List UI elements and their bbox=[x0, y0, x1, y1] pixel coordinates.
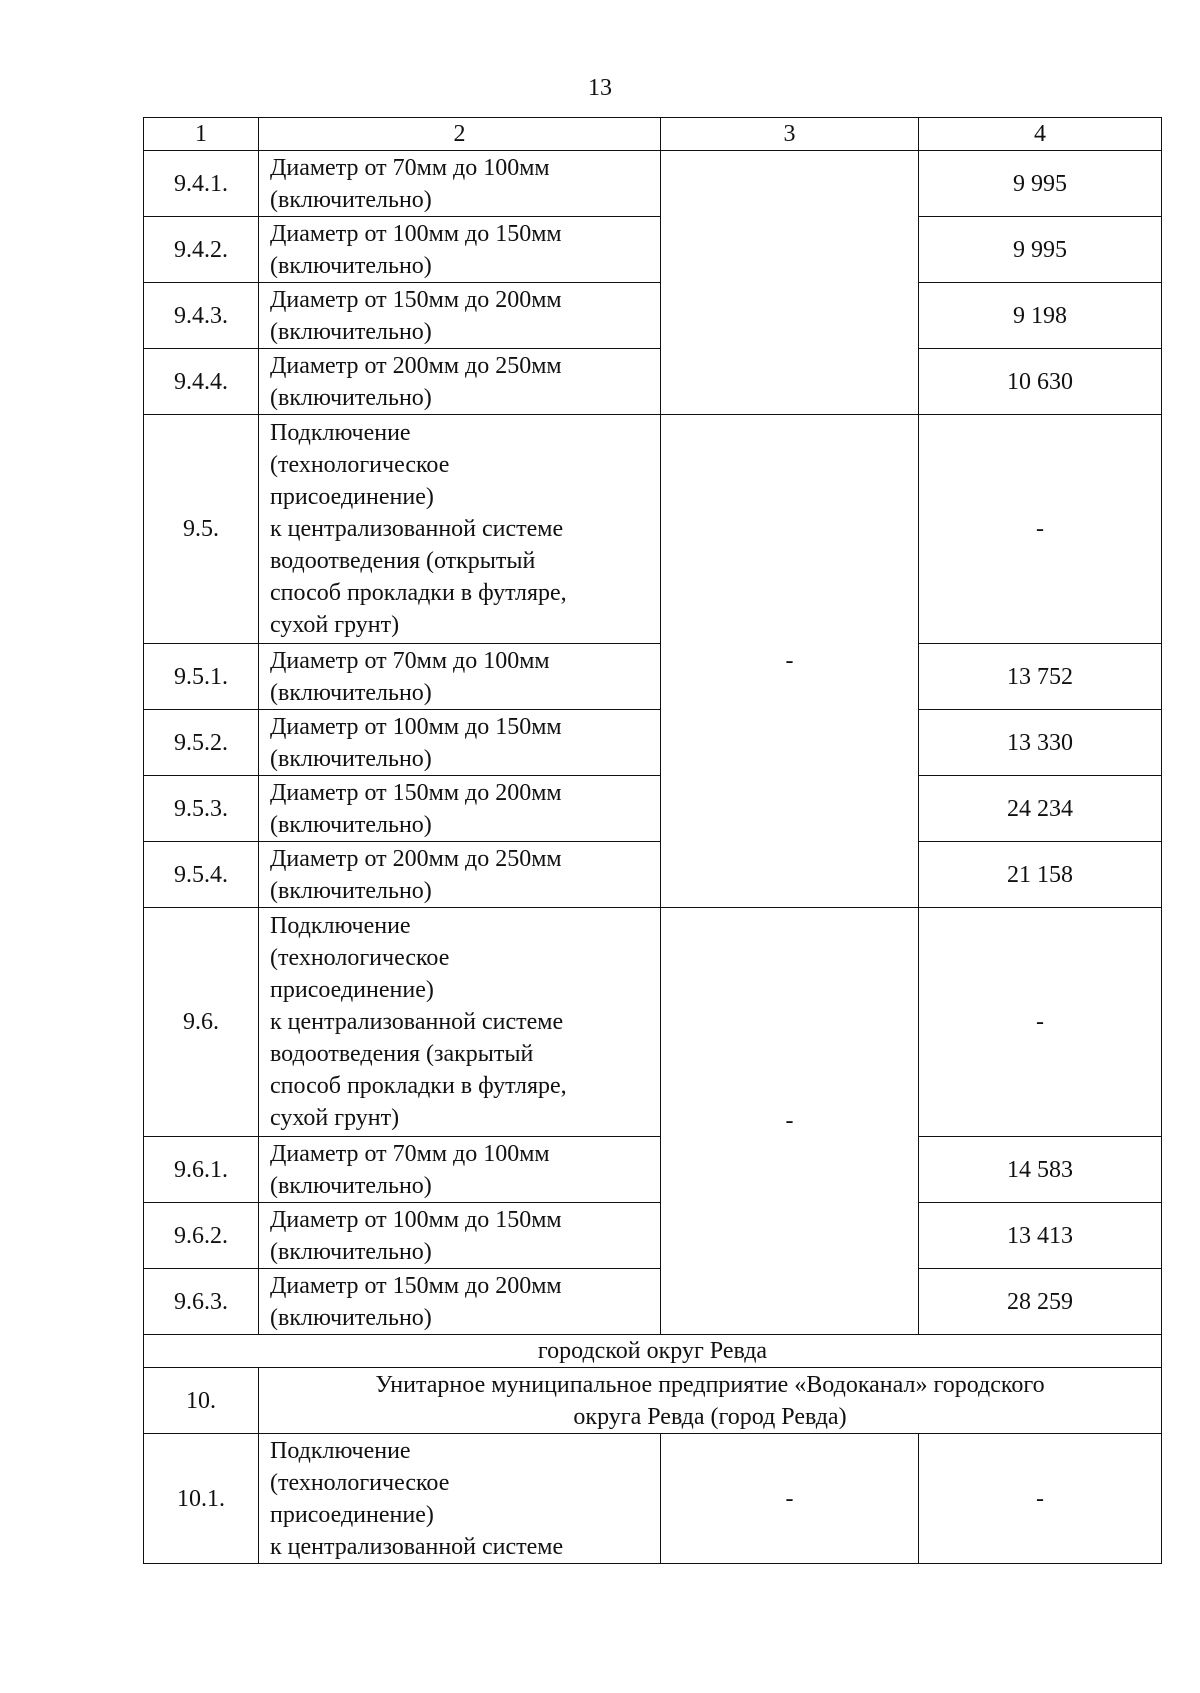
row-number: 9.5. bbox=[144, 415, 259, 644]
row-description bbox=[259, 349, 661, 415]
description-line: (технологическое bbox=[270, 452, 450, 478]
description-line: (включительно) bbox=[270, 1304, 432, 1331]
description-line: водоотведения (закрытый bbox=[270, 1041, 534, 1067]
description-line: (включительно) bbox=[270, 811, 432, 838]
table-row bbox=[144, 908, 1162, 1137]
table-row bbox=[144, 415, 1162, 644]
description-line: (технологическое bbox=[270, 945, 450, 971]
row-description bbox=[259, 1269, 661, 1335]
org-name-line: Унитарное муниципальное предприятие «Водоканал» городского bbox=[375, 1371, 1045, 1398]
table-row bbox=[144, 151, 1162, 217]
description-line: (технологическое bbox=[270, 1469, 450, 1496]
table-row bbox=[144, 1269, 1162, 1335]
description-line: к централизованной системе bbox=[270, 516, 564, 542]
description-line: присоединение) bbox=[270, 484, 434, 510]
description-line: Диаметр от 70мм до 100мм bbox=[270, 154, 550, 181]
tariff-table bbox=[143, 117, 1162, 1564]
description-line: Диаметр от 100мм до 150мм bbox=[270, 220, 562, 247]
description-line: Диаметр от 150мм до 200мм bbox=[270, 1272, 562, 1299]
row-value: 14 583 bbox=[919, 1137, 1162, 1203]
row-description bbox=[259, 842, 661, 908]
description-line: Подключение bbox=[270, 420, 411, 446]
row-value: 9 198 bbox=[919, 283, 1162, 349]
description-line: Диаметр от 150мм до 200мм bbox=[270, 286, 562, 313]
row-value: 10 630 bbox=[919, 349, 1162, 415]
row-value: 9 995 bbox=[919, 151, 1162, 217]
row-value: 13 330 bbox=[919, 710, 1162, 776]
row-description bbox=[259, 283, 661, 349]
row-description bbox=[259, 776, 661, 842]
row-number: 9.6.2. bbox=[144, 1203, 259, 1269]
table-row bbox=[144, 644, 1162, 710]
table-row bbox=[144, 217, 1162, 283]
col3-merged-cell bbox=[661, 151, 919, 415]
row-number: 9.6.1. bbox=[144, 1137, 259, 1203]
description-line: (включительно) bbox=[270, 745, 432, 772]
row-description bbox=[259, 710, 661, 776]
description-line: Подключение bbox=[270, 1437, 411, 1464]
description-line: (включительно) bbox=[270, 1172, 432, 1199]
table-row bbox=[144, 1137, 1162, 1203]
row-description bbox=[259, 1137, 661, 1203]
page-number: 13 bbox=[588, 75, 612, 101]
row-value: - bbox=[919, 415, 1162, 644]
row-number: 10.1. bbox=[144, 1434, 259, 1564]
description-line: присоединение) bbox=[270, 1501, 434, 1528]
org-name-line: округа Ревда (город Ревда) bbox=[573, 1403, 847, 1430]
row-number: 9.6.3. bbox=[144, 1269, 259, 1335]
row-value: 24 234 bbox=[919, 776, 1162, 842]
row-value: 13 413 bbox=[919, 1203, 1162, 1269]
row-number: 10. bbox=[144, 1368, 259, 1434]
description-line: Диаметр от 70мм до 100мм bbox=[270, 647, 550, 674]
table-row bbox=[144, 1434, 1162, 1564]
header-col-1: 1 bbox=[144, 118, 259, 151]
header-col-2: 2 bbox=[259, 118, 661, 151]
row-description bbox=[259, 644, 661, 710]
row-number: 9.4.1. bbox=[144, 151, 259, 217]
row-number: 9.4.3. bbox=[144, 283, 259, 349]
section-row bbox=[144, 1335, 1162, 1368]
section-title: городской округ Ревда bbox=[144, 1335, 1162, 1368]
description-line: Диаметр от 100мм до 150мм bbox=[270, 1206, 562, 1233]
description-line: (включительно) bbox=[270, 384, 432, 411]
description-line: Диаметр от 100мм до 150мм bbox=[270, 713, 562, 740]
description-line: (включительно) bbox=[270, 186, 432, 213]
header-col-4: 4 bbox=[919, 118, 1162, 151]
row-description bbox=[259, 1434, 661, 1564]
row-number: 9.5.2. bbox=[144, 710, 259, 776]
table-row bbox=[144, 776, 1162, 842]
table-row bbox=[144, 349, 1162, 415]
description-line: Диаметр от 200мм до 250мм bbox=[270, 845, 562, 872]
description-line: Диаметр от 150мм до 200мм bbox=[270, 779, 562, 806]
description-line: к централизованной системе bbox=[270, 1009, 564, 1035]
row-description bbox=[259, 1203, 661, 1269]
description-line: к централизованной системе bbox=[270, 1533, 564, 1560]
table-row bbox=[144, 710, 1162, 776]
description-line: Диаметр от 200мм до 250мм bbox=[270, 352, 562, 379]
col3-merged-cell: - bbox=[661, 415, 919, 908]
description-line: способ прокладки в футляре, bbox=[270, 1073, 567, 1099]
description-line: (включительно) bbox=[270, 877, 432, 904]
row-value: 28 259 bbox=[919, 1269, 1162, 1335]
description-line: Подключение bbox=[270, 913, 411, 939]
row-number: 9.4.4. bbox=[144, 349, 259, 415]
description-line: сухой грунт) bbox=[270, 1105, 400, 1131]
table-row bbox=[144, 842, 1162, 908]
description-line: Диаметр от 70мм до 100мм bbox=[270, 1140, 550, 1167]
row-description bbox=[259, 415, 661, 644]
description-line: сухой грунт) bbox=[270, 612, 400, 638]
row-value: 21 158 bbox=[919, 842, 1162, 908]
table-row bbox=[144, 1203, 1162, 1269]
description-line: (включительно) bbox=[270, 679, 432, 706]
header-col-3: 3 bbox=[661, 118, 919, 151]
row-number: 9.5.4. bbox=[144, 842, 259, 908]
row-number: 9.6. bbox=[144, 908, 259, 1137]
row-value: 13 752 bbox=[919, 644, 1162, 710]
description-line: (включительно) bbox=[270, 252, 432, 279]
row-description bbox=[259, 151, 661, 217]
row-number: 9.4.2. bbox=[144, 217, 259, 283]
row-value: - bbox=[919, 908, 1162, 1137]
row-description bbox=[259, 908, 661, 1137]
row-col3: - bbox=[661, 1434, 919, 1564]
row-value: - bbox=[919, 1434, 1162, 1564]
org-name bbox=[259, 1368, 1162, 1434]
description-line: (включительно) bbox=[270, 318, 432, 345]
table-row bbox=[144, 283, 1162, 349]
col3-merged-cell: - bbox=[661, 908, 919, 1335]
description-line: способ прокладки в футляре, bbox=[270, 580, 567, 606]
row-number: 9.5.3. bbox=[144, 776, 259, 842]
description-line: (включительно) bbox=[270, 1238, 432, 1265]
row-number: 9.5.1. bbox=[144, 644, 259, 710]
row-description bbox=[259, 217, 661, 283]
row-value: 9 995 bbox=[919, 217, 1162, 283]
table-header-row bbox=[144, 118, 1162, 151]
org-row bbox=[144, 1368, 1162, 1434]
description-line: присоединение) bbox=[270, 977, 434, 1003]
description-line: водоотведения (открытый bbox=[270, 548, 536, 574]
